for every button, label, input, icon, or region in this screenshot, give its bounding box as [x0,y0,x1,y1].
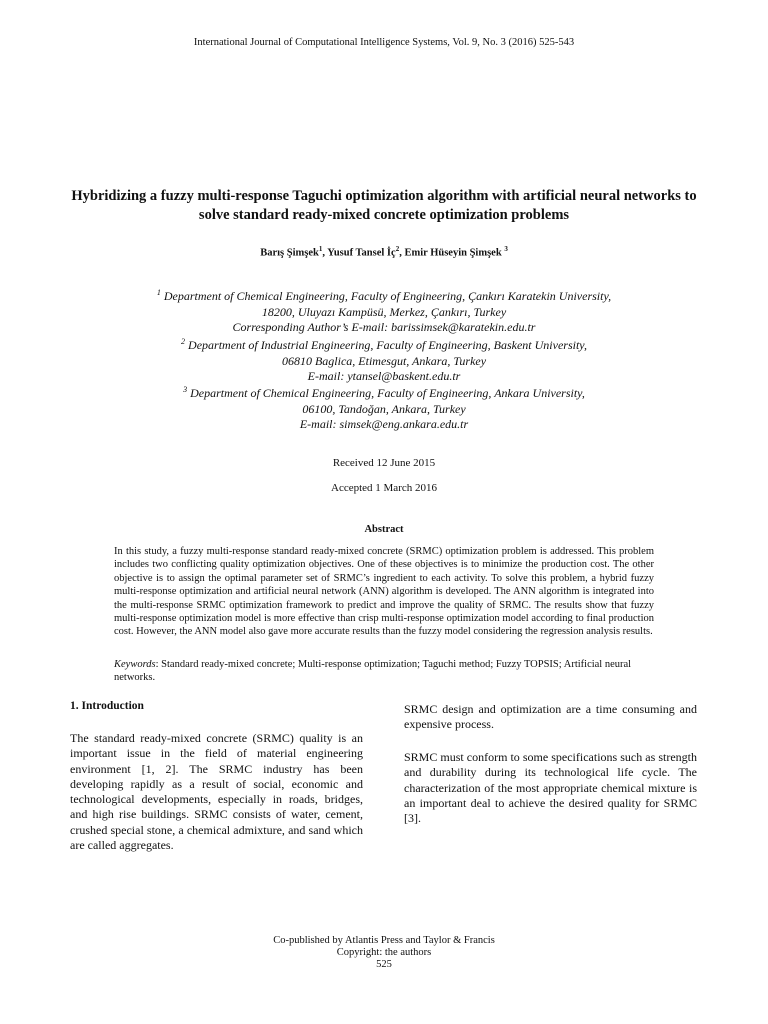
keywords-label: Keywords [114,659,156,670]
affiliation-line: 18200, Uluyazı Kampüsü, Merkez, Çankırı, Turkey [261,304,507,319]
affiliation [70,382,698,433]
abstract-heading: Abstract [364,524,404,535]
affiliation-email: E-mail: ytansel@baskent.edu.tr [307,369,461,383]
journal-header: International Journal of Computational Intelligence Systems, Vol. 9, No. 3 (2016) 525-543 [193,37,575,48]
affiliation-email: Corresponding Author’s E-mail: barissimsek@karatekin.edu.tr [232,320,536,334]
author-name: Barış Şimşek [260,247,319,259]
affiliation [70,285,698,336]
keywords [114,658,654,685]
affiliation-marker: 3 [183,385,188,394]
accepted-date: Accepted 1 March 2016 [331,482,437,494]
affiliation-line: Department of Chemical Engineering, Faculty of Engineering, Çankırı Karatekin University, [163,289,612,303]
author-list [0,245,768,259]
affiliation-email: E-mail: simsek@eng.ankara.edu.tr [299,417,469,431]
affiliation-marker: 2 [181,337,186,346]
affiliation-line: Department of Chemical Engineering, Faculty of Engineering, Ankara University, [190,386,585,400]
abstract-body: In this study, a fuzzy multi-response standard ready-mixed concrete (SRMC) optimization problem is addressed. This problem includes two conflicting quality optimization objectives. One of these objectives is to minimize the production cost. The other objective is to assign the optimal parameter set of SRMC’s ingredient to each activity. To solve this problem, a hybrid fuzzy multi-response optimization and artificial neural network (ANN) algorithm is developed. The ANN algorithm is integrated into the multi-response SRMC optimization framework to predict and improve the quality of SRMC. The results show that fuzzy multi-response optimization model is more effective than crisp multi-response optimization model according to final production cost. However, the ANN model also gave more accurate results than the fuzzy model considering the regression analysis results. [114,546,654,638]
keywords-list: : Standard ready-mixed concrete; Multi-response optimization; Taguchi method; Fuzzy TOPSIS; Artificial neural networks. [114,659,632,684]
intro-paragraph: SRMC design and optimization are a time consuming and expensive process. [404,702,697,732]
section-heading: 1. Introduction [70,700,144,712]
paper-title: Hybridizing a fuzzy multi-response Taguchi optimization algorithm with artificial neural networks to solve standard ready-mixed concrete optimization problems [71,188,697,223]
affiliation-line: 06810 Baglica, Etimesgut, Ankara, Turkey [281,353,487,368]
page-number: 525 [376,959,392,970]
author-separator: , [399,247,405,259]
affiliation-marker: 1 [156,288,161,297]
author-name: Yusuf Tansel İç [327,247,396,259]
affiliation [70,334,698,385]
author-separator: , [322,247,328,259]
author-affil-marker: 1 [318,245,323,253]
affiliation-line: 06100, Tandoğan, Ankara, Turkey [302,401,466,416]
author-affil-marker: 3 [504,245,508,253]
author-name: Emir Hüseyin Şimşek [404,247,502,259]
intro-paragraph: SRMC must conform to some specifications such as strength and durability during its technological life cycle. The characterization of the most appropriate chemical mixture is an important deal to achieve the desired quality for SRMC [3]. [404,750,697,826]
author-affil-marker: 2 [395,245,400,253]
intro-paragraph: The standard ready-mixed concrete (SRMC) quality is an important issue in the field of material engineering environment [1, 2]. The SRMC industry has been developing rapidly as a result of social, economic and technological developments, especially in roads, bridges, and high rise buildings. SRMC consists of water, cement, crushed special stone, a chemical admixture, and sand which are called aggregates. [70,731,363,853]
copyright-note: Copyright: the authors [336,947,432,958]
received-date: Received 12 June 2015 [332,457,436,469]
affiliation-line: Department of Industrial Engineering, Faculty of Engineering, Baskent University, [188,338,587,352]
publisher-note: Co-published by Atlantis Press and Taylor & Francis [273,935,495,946]
